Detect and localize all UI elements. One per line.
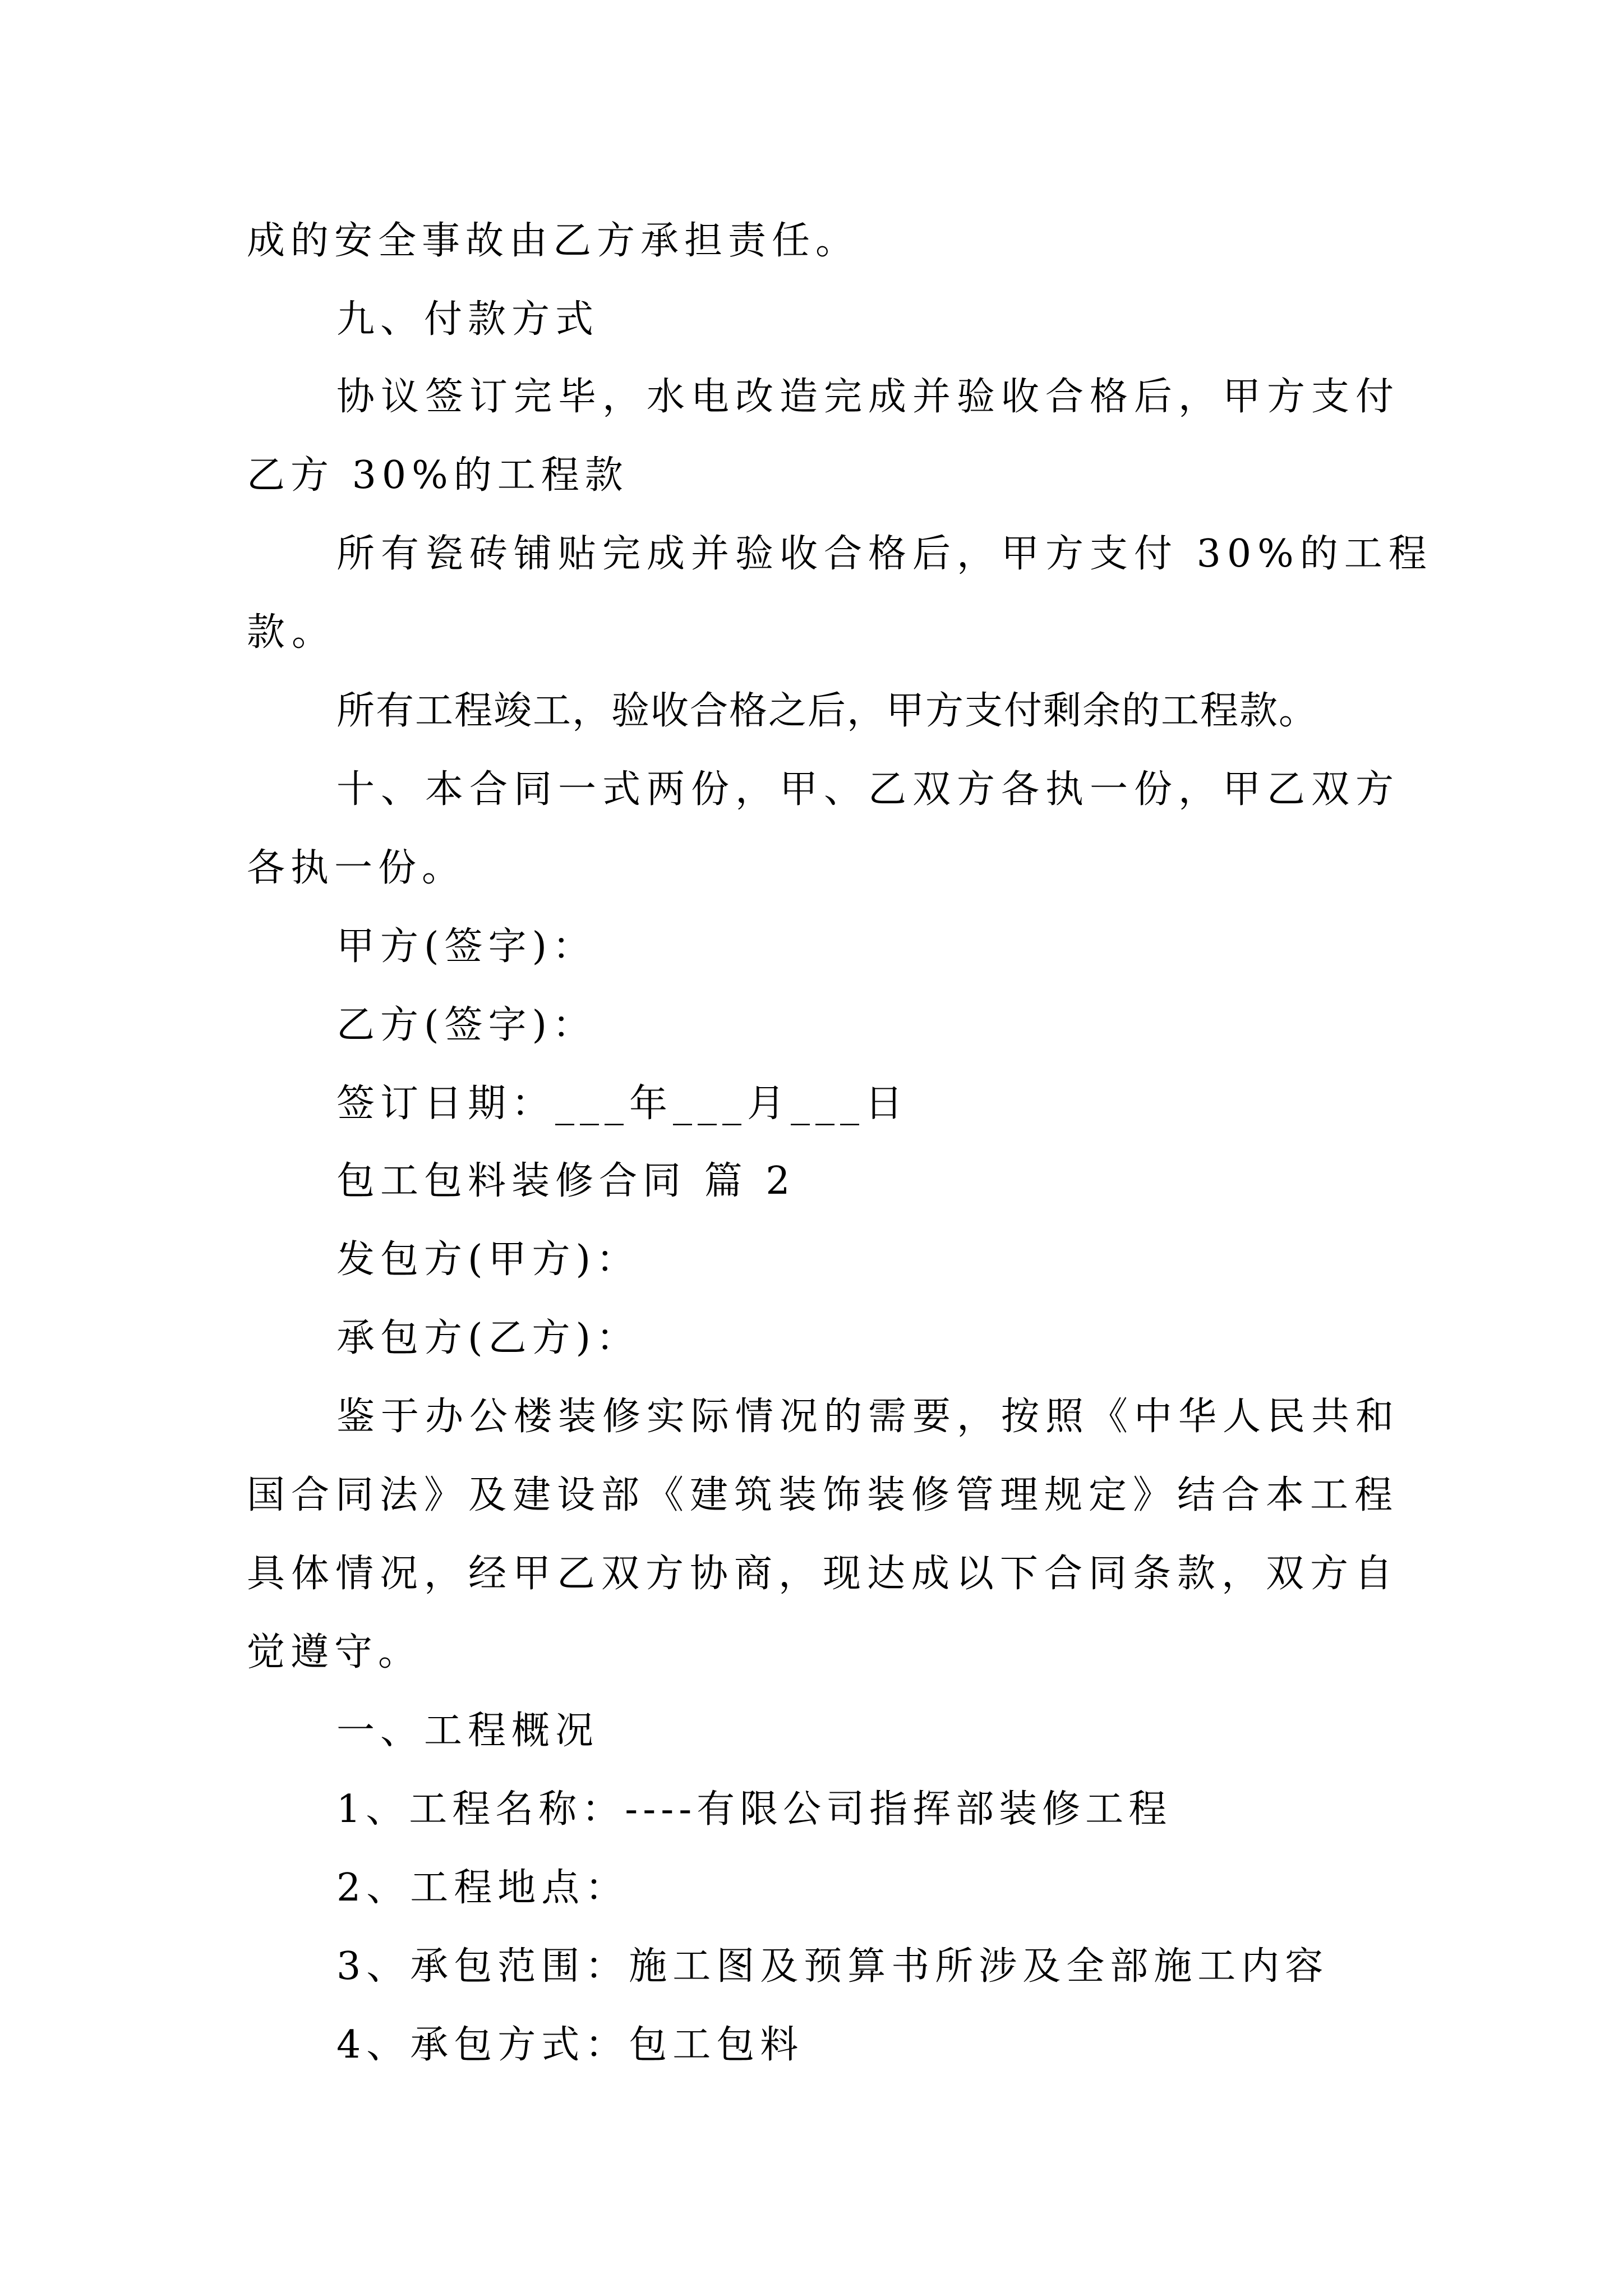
- signing-date: 签订日期：___年___月___日: [336, 1082, 909, 1126]
- contract-title: 包工包料装修合同 篇 2: [336, 1159, 796, 1203]
- list-item: 2、工程地点：: [336, 1866, 629, 1910]
- text-line: 十、本合同一式两份，甲、乙双方各执一份，甲乙双方: [336, 767, 1400, 812]
- text-line: 具体情况，经甲乙双方协商，现达成以下合同条款，双方自: [247, 1552, 1399, 1596]
- text-line: 成的安全事故由乙方承担责任。: [247, 219, 860, 263]
- list-item: 4、承包方式：包工包料: [336, 2023, 804, 2067]
- signature-party-a: 甲方(签字)：: [336, 924, 597, 969]
- text-line: 觉遵守。: [247, 1630, 422, 1674]
- contractor-label: 承包方(乙方)：: [336, 1316, 640, 1360]
- section-heading: 九、付款方式: [336, 297, 600, 342]
- list-item: 3、承包范围：施工图及预算书所涉及全部施工内容: [336, 1944, 1329, 1989]
- text-line: 协议签订完毕，水电改造完成并验收合格后，甲方支付: [336, 375, 1400, 419]
- text-line: 所有工程竣工，验收合格之后，甲方支付剩余的工程款。: [336, 689, 1318, 733]
- list-item: 1、工程名称：----有限公司指挥部装修工程: [336, 1787, 1172, 1832]
- text-line: 各执一份。: [247, 846, 466, 890]
- text-line: 国合同法》及建设部《建筑装饰装修管理规定》结合本工程: [247, 1473, 1399, 1517]
- text-line: 鉴于办公楼装修实际情况的需要，按照《中华人民共和: [336, 1395, 1400, 1439]
- signature-party-b: 乙方(签字)：: [336, 1003, 597, 1047]
- text-line: 款。: [247, 610, 337, 655]
- section-heading: 一、工程概况: [336, 1709, 600, 1753]
- text-line: 所有瓷砖铺贴完成并验收合格后，甲方支付 30%的工程: [336, 532, 1433, 576]
- text-line: 乙方 30%的工程款: [247, 453, 629, 498]
- employer-label: 发包方(甲方)：: [336, 1237, 640, 1282]
